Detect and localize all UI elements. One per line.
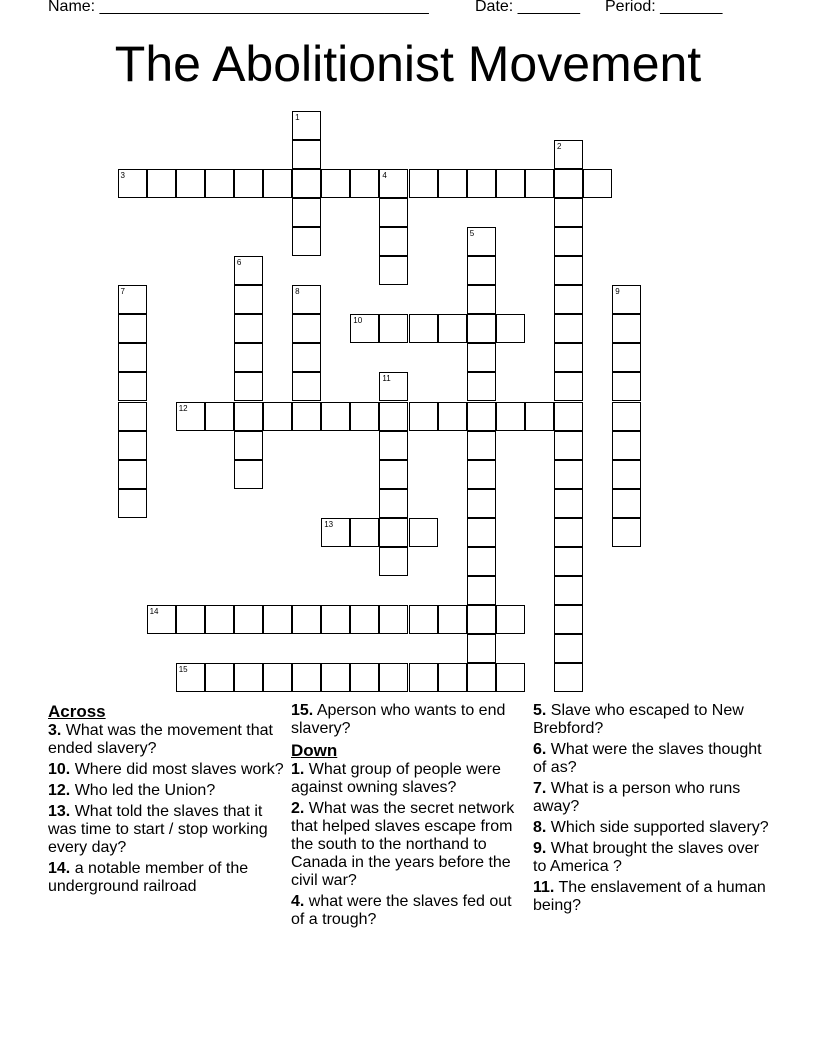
grid-cell[interactable] (234, 256, 263, 285)
clue-text: What were the slaves thought of as? (533, 741, 762, 776)
grid-cell[interactable] (467, 663, 496, 692)
grid-cell[interactable] (467, 372, 496, 401)
grid-cell[interactable] (554, 431, 583, 460)
grid-cell[interactable] (554, 285, 583, 314)
grid-cell[interactable] (263, 605, 292, 634)
grid-cell[interactable] (321, 605, 350, 634)
grid-cell[interactable] (554, 314, 583, 343)
grid-cell[interactable] (438, 314, 467, 343)
clue-item (291, 761, 529, 797)
grid-cell[interactable] (350, 605, 379, 634)
grid-cell[interactable] (379, 169, 408, 198)
clue-item (291, 800, 529, 890)
clue-number: 12 (178, 403, 188, 413)
name-field[interactable]: Name: _____________________________________ (48, 0, 429, 15)
grid-cell[interactable] (234, 460, 263, 489)
grid-cell[interactable] (292, 169, 321, 198)
grid-cell[interactable] (554, 518, 583, 547)
grid-cell[interactable] (467, 402, 496, 431)
clue-text: The enslavement of a human being? (533, 879, 766, 914)
grid-cell[interactable] (379, 460, 408, 489)
clue-number: 14. (48, 860, 71, 877)
grid-cell[interactable] (554, 169, 583, 198)
grid-cell[interactable] (554, 634, 583, 663)
clues-column-2 (291, 702, 529, 932)
grid-cell[interactable] (438, 663, 467, 692)
clue-text: What was the movement that ended slavery? (48, 722, 273, 757)
grid-cell[interactable] (467, 169, 496, 198)
clue-number: 4 (382, 170, 387, 180)
clue-item (533, 879, 771, 915)
grid-cell[interactable] (496, 169, 525, 198)
grid-cell[interactable] (176, 663, 205, 692)
grid-cell[interactable] (554, 372, 583, 401)
grid-cell[interactable] (234, 663, 263, 692)
grid-cell[interactable] (583, 169, 612, 198)
grid-cell[interactable] (205, 663, 234, 692)
grid-cell[interactable] (554, 605, 583, 634)
grid-cell[interactable] (118, 169, 147, 198)
grid-cell[interactable] (525, 169, 554, 198)
clue-number: 6. (533, 741, 547, 758)
grid-cell[interactable] (467, 431, 496, 460)
clue-number: 11. (533, 879, 555, 896)
grid-cell[interactable] (292, 372, 321, 401)
grid-cell[interactable] (234, 169, 263, 198)
clues-column-1 (48, 702, 286, 899)
grid-cell[interactable] (379, 198, 408, 227)
clue-text: a notable member of the underground railroad (48, 860, 249, 895)
clue-number: 3 (120, 170, 125, 180)
clue-number: 2 (557, 141, 562, 151)
grid-cell[interactable] (379, 314, 408, 343)
clue-number: 10 (353, 316, 363, 326)
clue-item (48, 860, 286, 896)
grid-cell[interactable] (409, 169, 438, 198)
grid-cell[interactable] (379, 489, 408, 518)
clue-item (533, 741, 771, 777)
grid-cell[interactable] (147, 169, 176, 198)
clue-item (48, 782, 286, 800)
clue-text: What told the slaves that it was time to start / stop working every day? (48, 803, 268, 856)
grid-cell[interactable] (438, 169, 467, 198)
grid-cell[interactable] (321, 169, 350, 198)
grid-cell[interactable] (234, 605, 263, 634)
grid-cell[interactable] (292, 663, 321, 692)
grid-cell[interactable] (292, 402, 321, 431)
grid-cell[interactable] (176, 605, 205, 634)
grid-cell[interactable] (118, 285, 147, 314)
grid-cell[interactable] (350, 663, 379, 692)
clue-text: what were the slaves fed out of a trough? (291, 893, 512, 928)
grid-cell[interactable] (496, 314, 525, 343)
grid-cell[interactable] (467, 518, 496, 547)
grid-cell[interactable] (350, 518, 379, 547)
grid-cell[interactable] (612, 402, 641, 431)
clues-column-3 (533, 702, 771, 918)
grid-cell[interactable] (554, 343, 583, 372)
grid-cell[interactable] (379, 663, 408, 692)
grid-cell[interactable] (292, 343, 321, 372)
grid-cell[interactable] (350, 402, 379, 431)
grid-cell[interactable] (234, 314, 263, 343)
grid-cell[interactable] (205, 402, 234, 431)
grid-cell[interactable] (409, 314, 438, 343)
grid-cell[interactable] (496, 663, 525, 692)
grid-cell[interactable] (234, 285, 263, 314)
grid-cell[interactable] (554, 547, 583, 576)
grid-cell[interactable] (612, 431, 641, 460)
clue-text: Who led the Union? (70, 782, 216, 799)
grid-cell[interactable] (379, 372, 408, 401)
grid-cell[interactable] (554, 460, 583, 489)
grid-cell[interactable] (467, 227, 496, 256)
grid-cell[interactable] (467, 576, 496, 605)
clue-text: Slave who escaped to New Brebford? (533, 702, 744, 737)
grid-cell[interactable] (612, 285, 641, 314)
grid-cell[interactable] (438, 402, 467, 431)
grid-cell[interactable] (263, 169, 292, 198)
grid-cell[interactable] (147, 605, 176, 634)
clue-number: 8 (295, 287, 300, 297)
clue-item (291, 893, 529, 929)
grid-cell[interactable] (292, 314, 321, 343)
grid-cell[interactable] (176, 402, 205, 431)
grid-cell[interactable] (467, 343, 496, 372)
grid-cell[interactable] (292, 285, 321, 314)
clue-number: 5. (533, 702, 547, 719)
down-heading: Down (291, 741, 338, 760)
grid-cell[interactable] (292, 605, 321, 634)
grid-cell[interactable] (612, 518, 641, 547)
grid-cell[interactable] (379, 518, 408, 547)
grid-cell[interactable] (350, 169, 379, 198)
grid-cell[interactable] (176, 169, 205, 198)
grid-cell[interactable] (205, 605, 234, 634)
grid-cell[interactable] (234, 343, 263, 372)
clue-number: 9 (615, 287, 620, 297)
grid-cell[interactable] (467, 489, 496, 518)
clue-item (533, 840, 771, 876)
clue-item (533, 780, 771, 816)
across-heading: Across (48, 702, 106, 721)
grid-cell[interactable] (409, 663, 438, 692)
grid-cell[interactable] (554, 140, 583, 169)
clue-text: What is a person who runs away? (533, 780, 741, 815)
grid-cell[interactable] (554, 256, 583, 285)
clue-number: 7. (533, 780, 547, 797)
grid-cell[interactable] (379, 256, 408, 285)
clue-number: 10. (48, 761, 71, 778)
clue-number: 6 (236, 258, 242, 267)
grid-cell[interactable] (234, 372, 263, 401)
grid-cell[interactable] (350, 314, 379, 343)
grid-cell[interactable] (554, 663, 583, 692)
clue-number: 8. (533, 819, 547, 836)
grid-cell[interactable] (612, 460, 641, 489)
grid-cell[interactable] (467, 285, 496, 314)
clue-number: 1 (295, 112, 300, 122)
clue-number: 15 (178, 665, 188, 675)
grid-cell[interactable] (467, 547, 496, 576)
grid-cell[interactable] (292, 227, 321, 256)
clue-item (48, 761, 286, 779)
period-field[interactable]: Period: _______ (605, 0, 723, 15)
clue-number: 1. (291, 761, 305, 778)
grid-cell[interactable] (205, 169, 234, 198)
grid-cell[interactable] (118, 431, 147, 460)
grid-cell[interactable] (467, 460, 496, 489)
grid-cell[interactable] (118, 489, 147, 518)
grid-cell[interactable] (467, 605, 496, 634)
clue-item (48, 722, 286, 758)
grid-cell[interactable] (467, 256, 496, 285)
grid-cell[interactable] (612, 489, 641, 518)
clue-text: What was the secret network that helped slaves escape from the south to the northand to Canada in the years before the civil war? (291, 800, 515, 889)
clue-number: 7 (120, 287, 125, 297)
clue-item (48, 803, 286, 857)
clue-text: What brought the slaves over to America ? (533, 840, 759, 875)
grid-cell[interactable] (409, 518, 438, 547)
grid-cell[interactable] (379, 227, 408, 256)
clue-text: Aperson who wants to end slavery? (291, 702, 506, 737)
grid-cell[interactable] (612, 343, 641, 372)
clue-text: Which side supported slavery? (546, 819, 769, 836)
grid-cell[interactable] (118, 343, 147, 372)
grid-cell[interactable] (379, 431, 408, 460)
grid-cell[interactable] (292, 140, 321, 169)
grid-cell[interactable] (234, 431, 263, 460)
grid-cell[interactable] (321, 402, 350, 431)
clue-number: 11 (382, 374, 391, 384)
clue-number: 12. (48, 782, 71, 799)
grid-cell[interactable] (263, 663, 292, 692)
grid-cell[interactable] (554, 402, 583, 431)
grid-cell[interactable] (379, 402, 408, 431)
grid-cell[interactable] (292, 111, 321, 140)
grid-cell[interactable] (554, 489, 583, 518)
grid-cell[interactable] (118, 460, 147, 489)
clue-number: 15. (291, 702, 314, 719)
grid-cell[interactable] (496, 605, 525, 634)
grid-cell[interactable] (321, 663, 350, 692)
page-title: The Abolitionist Movement (114, 36, 702, 92)
clue-number: 13 (324, 519, 334, 529)
grid-cell[interactable] (263, 402, 292, 431)
grid-cell[interactable] (612, 372, 641, 401)
grid-cell[interactable] (118, 372, 147, 401)
grid-cell[interactable] (554, 576, 583, 605)
clue-number: 13. (48, 803, 71, 820)
grid-cell[interactable] (292, 198, 321, 227)
clue-number: 4. (291, 893, 305, 910)
grid-cell[interactable] (554, 227, 583, 256)
clue-item (533, 819, 771, 837)
grid-cell[interactable] (438, 605, 467, 634)
grid-cell[interactable] (409, 605, 438, 634)
grid-cell[interactable] (118, 402, 147, 431)
grid-cell[interactable] (118, 314, 147, 343)
clue-number: 5 (469, 228, 475, 238)
grid-cell[interactable] (467, 634, 496, 663)
clue-item (533, 702, 771, 738)
grid-cell[interactable] (234, 402, 263, 431)
clue-text: What group of people were against owning slaves? (291, 761, 501, 796)
clue-item (291, 702, 529, 738)
grid-cell[interactable] (467, 314, 496, 343)
clue-number: 2. (291, 800, 305, 817)
clue-number: 3. (48, 722, 62, 739)
grid-cell[interactable] (379, 605, 408, 634)
grid-cell[interactable] (525, 402, 554, 431)
grid-cell[interactable] (554, 198, 583, 227)
grid-cell[interactable] (379, 547, 408, 576)
date-field[interactable]: Date: _______ (475, 0, 580, 15)
clue-number: 14 (149, 607, 159, 617)
clue-number: 9. (533, 840, 547, 857)
grid-cell[interactable] (409, 402, 438, 431)
clue-text: Where did most slaves work? (70, 761, 284, 778)
grid-cell[interactable] (321, 518, 350, 547)
grid-cell[interactable] (612, 314, 641, 343)
clues-section (48, 702, 788, 962)
grid-cell[interactable] (496, 402, 525, 431)
